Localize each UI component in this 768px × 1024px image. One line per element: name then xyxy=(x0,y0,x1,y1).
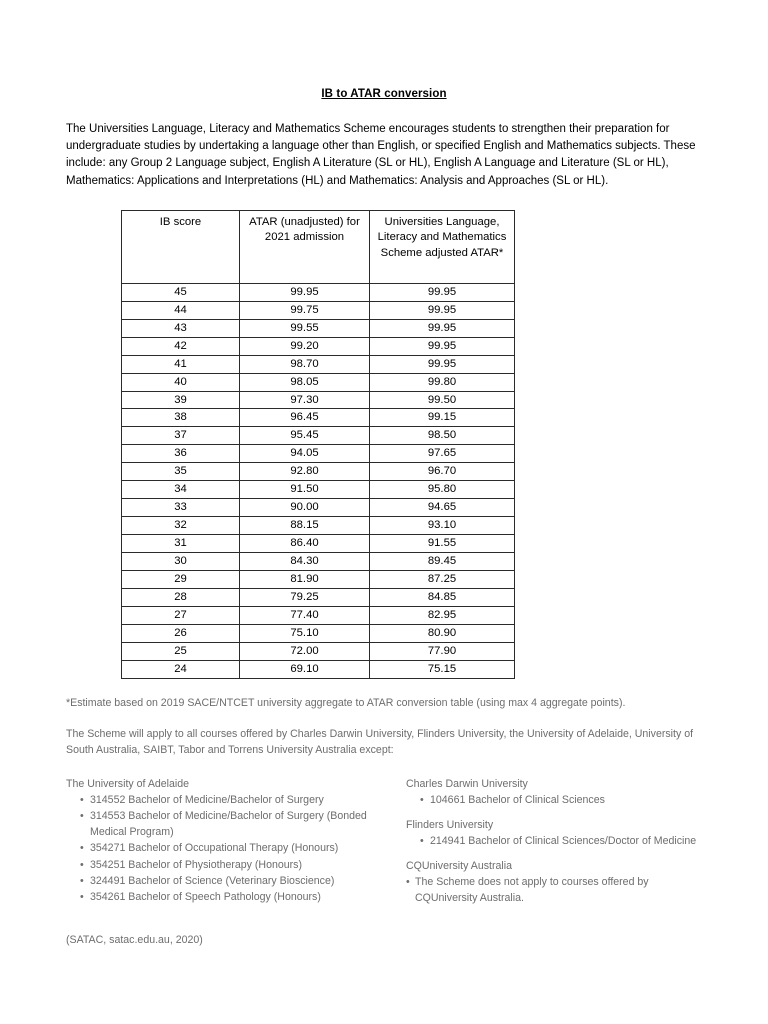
exceptions-columns xyxy=(66,758,702,907)
cell-atar-adjusted: 99.95 xyxy=(370,337,515,355)
cell-atar-adjusted: 99.95 xyxy=(370,355,515,373)
cell-ib-score: 40 xyxy=(122,373,240,391)
table-row xyxy=(122,571,515,589)
table-row xyxy=(122,427,515,445)
list-item: • 354261 Bachelor of Speech Pathology (Honours) xyxy=(80,889,406,905)
list-item: • 314552 Bachelor of Medicine/Bachelor of Surgery xyxy=(80,792,406,808)
cell-atar-adjusted: 82.95 xyxy=(370,606,515,624)
exceptions-left-column xyxy=(66,776,406,905)
cell-atar-adjusted: 96.70 xyxy=(370,463,515,481)
cell-atar-unadjusted: 99.95 xyxy=(240,283,370,301)
cell-ib-score: 42 xyxy=(122,337,240,355)
table-row xyxy=(122,606,515,624)
cell-atar-unadjusted: 79.25 xyxy=(240,589,370,607)
table-row xyxy=(122,445,515,463)
cell-atar-unadjusted: 69.10 xyxy=(240,660,370,678)
table-row xyxy=(122,391,515,409)
table-row xyxy=(122,319,515,337)
cell-atar-adjusted: 99.95 xyxy=(370,301,515,319)
table-row xyxy=(122,589,515,607)
conversion-table-container xyxy=(66,190,702,679)
table-row xyxy=(122,337,515,355)
cell-ib-score: 36 xyxy=(122,445,240,463)
cell-atar-adjusted: 94.65 xyxy=(370,499,515,517)
list-item: • 104661 Bachelor of Clinical Sciences xyxy=(420,792,702,808)
cell-atar-unadjusted: 90.00 xyxy=(240,499,370,517)
cell-ib-score: 27 xyxy=(122,606,240,624)
cell-atar-unadjusted: 96.45 xyxy=(240,409,370,427)
university-name: The University of Adelaide xyxy=(66,777,190,790)
table-row xyxy=(122,463,515,481)
course-list xyxy=(406,792,702,808)
cell-ib-score: 24 xyxy=(122,660,240,678)
footnote-estimate: *Estimate based on 2019 SACE/NTCET university aggregate to ATAR conversion table (using max 4 aggregate points). xyxy=(66,696,626,709)
cell-ib-score: 38 xyxy=(122,409,240,427)
cell-atar-adjusted: 99.95 xyxy=(370,319,515,337)
cell-atar-unadjusted: 99.75 xyxy=(240,301,370,319)
cell-atar-adjusted: 91.55 xyxy=(370,535,515,553)
university-name: Charles Darwin University xyxy=(406,777,528,790)
cell-atar-unadjusted: 92.80 xyxy=(240,463,370,481)
table-row xyxy=(122,517,515,535)
university-name: Flinders University xyxy=(406,818,494,831)
table-row xyxy=(122,373,515,391)
list-item: • The Scheme does not apply to courses offered by CQUniversity Australia. xyxy=(406,874,702,906)
table-row xyxy=(122,301,515,319)
table-row xyxy=(122,481,515,499)
cell-atar-unadjusted: 94.05 xyxy=(240,445,370,463)
cell-atar-unadjusted: 75.10 xyxy=(240,624,370,642)
ib-to-atar-table xyxy=(121,210,515,679)
cell-atar-adjusted: 99.15 xyxy=(370,409,515,427)
cell-atar-unadjusted: 98.70 xyxy=(240,355,370,373)
cell-atar-adjusted: 99.80 xyxy=(370,373,515,391)
table-body xyxy=(122,283,515,678)
cell-atar-adjusted: 93.10 xyxy=(370,517,515,535)
scheme-applicability-note: The Scheme will apply to all courses offered by Charles Darwin University, Flinders University, the University of Adelaide, University of South Australia, SAIBT, Tabor and Torrens University Australia except: xyxy=(66,727,694,756)
table-row xyxy=(122,642,515,660)
course-list xyxy=(406,874,702,906)
cell-atar-adjusted: 80.90 xyxy=(370,624,515,642)
cell-ib-score: 33 xyxy=(122,499,240,517)
table-row xyxy=(122,283,515,301)
cell-atar-unadjusted: 72.00 xyxy=(240,642,370,660)
source-citation: (SATAC, satac.edu.au, 2020) xyxy=(66,933,203,946)
table-row xyxy=(122,660,515,678)
cell-ib-score: 26 xyxy=(122,624,240,642)
cell-ib-score: 45 xyxy=(122,283,240,301)
list-item: • 354271 Bachelor of Occupational Therapy (Honours) xyxy=(80,840,406,856)
cell-atar-adjusted: 99.95 xyxy=(370,283,515,301)
cell-ib-score: 30 xyxy=(122,553,240,571)
cell-atar-unadjusted: 98.05 xyxy=(240,373,370,391)
cell-atar-unadjusted: 97.30 xyxy=(240,391,370,409)
column-header-atar-unadjusted: ATAR (unadjusted) for 2021 admission xyxy=(240,210,370,283)
cell-ib-score: 28 xyxy=(122,589,240,607)
cell-atar-unadjusted: 77.40 xyxy=(240,606,370,624)
cell-ib-score: 39 xyxy=(122,391,240,409)
intro-paragraph: The Universities Language, Literacy and Mathematics Scheme encourages students to strengthen their preparation for undergraduate studies by undertaking a language other than English, or specified English and Mathematics subjects. These include: any Group 2 Language subject, English A Literature (SL or HL), English A Language and Literature (SL or HL), Mathematics: Applications and Interpretations (HL) and Mathematics: Analysis and Approaches (SL or HL). xyxy=(66,123,696,187)
table-header xyxy=(122,210,515,283)
cell-ib-score: 37 xyxy=(122,427,240,445)
cell-atar-unadjusted: 81.90 xyxy=(240,571,370,589)
cell-atar-unadjusted: 84.30 xyxy=(240,553,370,571)
cell-atar-unadjusted: 95.45 xyxy=(240,427,370,445)
cell-atar-adjusted: 84.85 xyxy=(370,589,515,607)
table-row xyxy=(122,535,515,553)
cell-ib-score: 41 xyxy=(122,355,240,373)
cell-atar-unadjusted: 86.40 xyxy=(240,535,370,553)
page-title: IB to ATAR conversion xyxy=(321,88,447,100)
cell-ib-score: 43 xyxy=(122,319,240,337)
list-item: • 214941 Bachelor of Clinical Sciences/Doctor of Medicine xyxy=(420,833,702,849)
cell-ib-score: 34 xyxy=(122,481,240,499)
cell-ib-score: 25 xyxy=(122,642,240,660)
cell-atar-unadjusted: 99.55 xyxy=(240,319,370,337)
cell-atar-adjusted: 87.25 xyxy=(370,571,515,589)
cell-atar-adjusted: 99.50 xyxy=(370,391,515,409)
table-row xyxy=(122,553,515,571)
cell-atar-adjusted: 75.15 xyxy=(370,660,515,678)
column-header-atar-adjusted: Universities Language, Literacy and Mathematics Scheme adjusted ATAR* xyxy=(370,210,515,283)
table-row xyxy=(122,499,515,517)
cell-atar-adjusted: 98.50 xyxy=(370,427,515,445)
list-item: • 324491 Bachelor of Science (Veterinary Bioscience) xyxy=(80,873,406,889)
table-row xyxy=(122,409,515,427)
cell-atar-unadjusted: 99.20 xyxy=(240,337,370,355)
course-list xyxy=(66,792,406,905)
column-header-ib-score: IB score xyxy=(122,210,240,283)
cell-atar-unadjusted: 91.50 xyxy=(240,481,370,499)
university-name: CQUniversity Australia xyxy=(406,860,512,873)
list-item: • 314553 Bachelor of Medicine/Bachelor of Surgery (Bonded Medical Program) xyxy=(80,808,406,840)
cell-ib-score: 31 xyxy=(122,535,240,553)
cell-ib-score: 44 xyxy=(122,301,240,319)
cell-ib-score: 35 xyxy=(122,463,240,481)
cell-ib-score: 32 xyxy=(122,517,240,535)
table-header-row xyxy=(122,210,515,283)
exceptions-right-column xyxy=(406,776,702,907)
cell-atar-adjusted: 89.45 xyxy=(370,553,515,571)
course-list xyxy=(406,833,702,849)
cell-ib-score: 29 xyxy=(122,571,240,589)
table-row xyxy=(122,355,515,373)
table-row xyxy=(122,624,515,642)
cell-atar-adjusted: 97.65 xyxy=(370,445,515,463)
cell-atar-unadjusted: 88.15 xyxy=(240,517,370,535)
cell-atar-adjusted: 77.90 xyxy=(370,642,515,660)
cell-atar-adjusted: 95.80 xyxy=(370,481,515,499)
list-item: • 354251 Bachelor of Physiotherapy (Honours) xyxy=(80,857,406,873)
